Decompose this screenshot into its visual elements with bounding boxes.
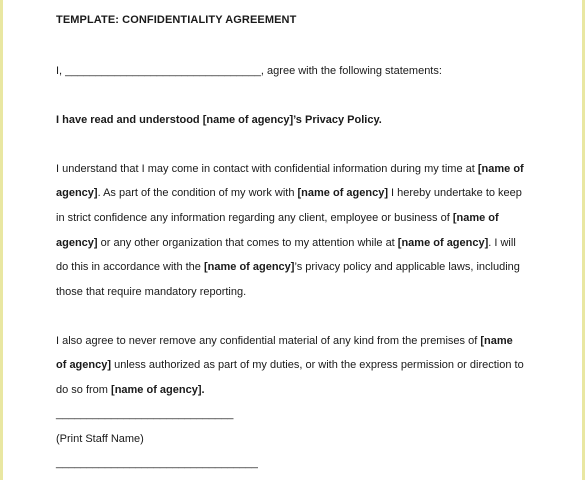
para1-line2	[56, 187, 522, 199]
body-text: unless authorized as part of my duties, or with the express permission or direction to	[111, 359, 524, 371]
agency-placeholder: [name of agency]	[397, 237, 489, 249]
para2-line2	[56, 359, 524, 371]
body-text: . I will	[488, 237, 516, 249]
print-staff-name-label: (Print Staff Name)	[56, 433, 144, 445]
body-text: I understand that I may come in contact with confidential information during my time at	[56, 163, 478, 175]
body-text: ’s privacy policy and applicable laws, including	[294, 261, 520, 273]
signature-line-second: _________________________________	[56, 457, 258, 469]
agency-placeholder: [name of agency]	[203, 261, 295, 273]
body-text: those that require mandatory reporting.	[56, 286, 247, 298]
para1-line5	[56, 261, 520, 273]
body-text: in strict confidence any information regarding any client, employee or business of	[56, 212, 453, 224]
para1-line3	[56, 212, 499, 224]
para2-line1	[56, 335, 513, 347]
agency-placeholder: [name of agency]	[297, 187, 388, 199]
body-text: . As part of the condition of my work with	[97, 187, 298, 199]
body-text: do this in accordance with the	[56, 261, 204, 273]
page-border-left	[0, 0, 3, 480]
privacy-policy-statement: I have read and understood [name of agency]’s Privacy Policy.	[56, 114, 382, 126]
signature-line-staff: _____________________________	[56, 408, 234, 420]
agency-placeholder: [name of agency].	[111, 384, 205, 396]
para1-line6	[56, 286, 246, 298]
agency-placeholder: [name	[480, 335, 513, 347]
agency-placeholder: [name of	[477, 163, 524, 175]
agency-placeholder: [name of	[452, 212, 499, 224]
para2-line3	[56, 384, 205, 396]
agency-placeholder: agency]	[56, 237, 98, 249]
body-text: I also agree to never remove any confidential material of any kind from the premises of	[56, 335, 481, 347]
body-text: do so from	[56, 384, 112, 396]
body-text: I hereby undertake to keep	[387, 187, 522, 199]
agree-line: I, ________________________________, agree with the following statements:	[56, 65, 442, 77]
para1-line4	[56, 237, 516, 249]
body-text: or any other organization that comes to my attention while at	[97, 237, 398, 249]
para1-line1	[56, 163, 524, 175]
agency-placeholder: agency]	[56, 187, 98, 199]
agency-placeholder: of agency]	[56, 359, 112, 371]
document-title: TEMPLATE: CONFIDENTIALITY AGREEMENT	[56, 14, 297, 26]
